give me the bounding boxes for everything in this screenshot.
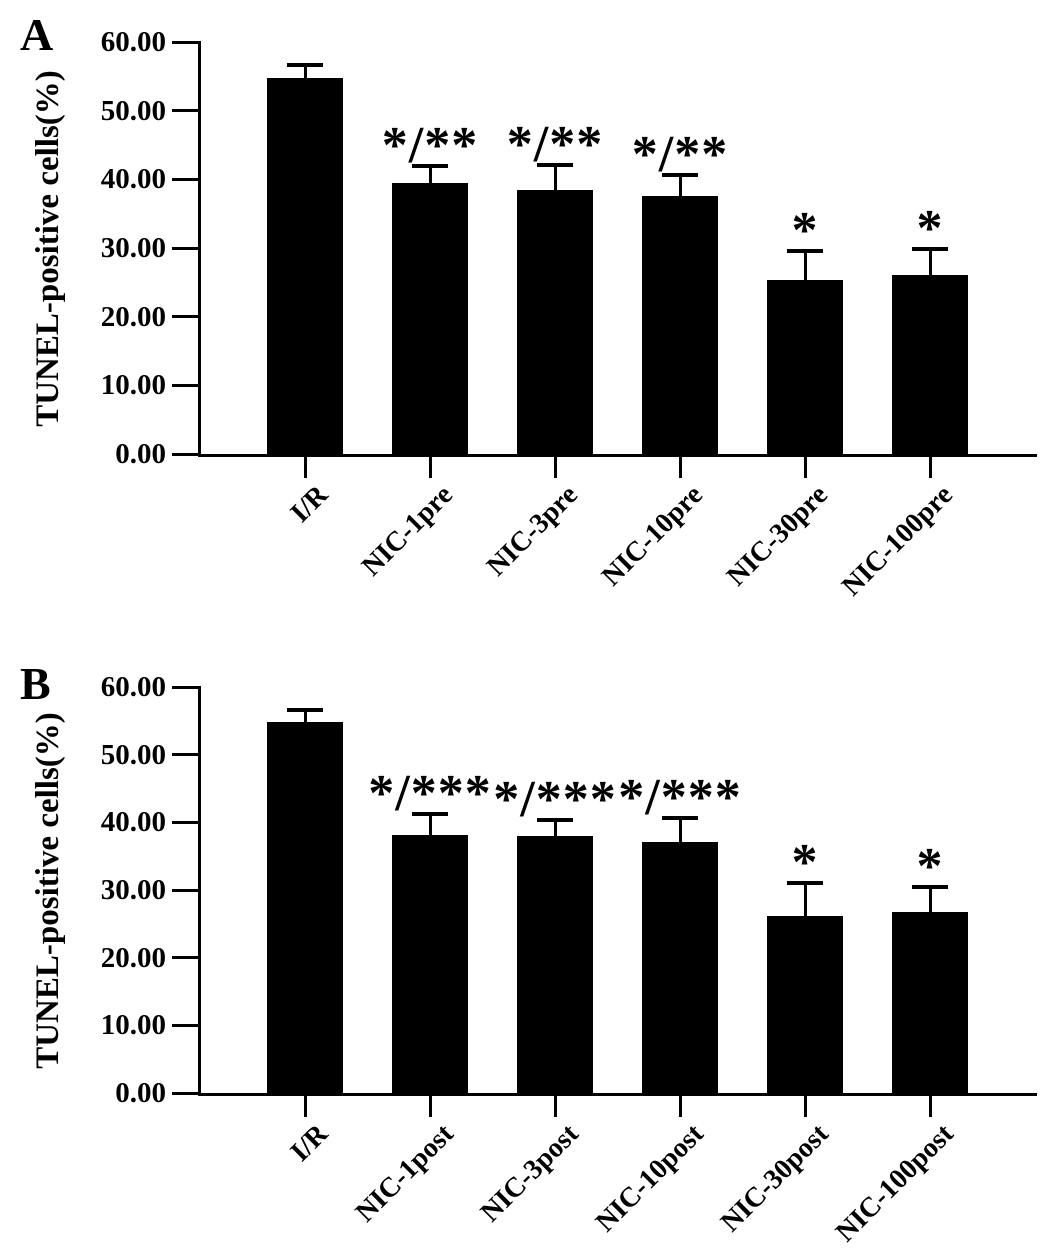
significance-label: * [916, 837, 944, 895]
significance-label: */** [631, 126, 729, 184]
category-label: NIC-30pre [721, 479, 835, 593]
significance-label: */** [381, 117, 479, 175]
panel-b-plot-area [0, 625, 1048, 1249]
x-tick [804, 1096, 807, 1117]
category-label: NIC-3pre [481, 479, 585, 583]
bar [767, 280, 843, 454]
category-label: I/R [284, 479, 335, 529]
bar [392, 835, 468, 1093]
bar [767, 916, 843, 1093]
category-label: NIC-3post [474, 1118, 585, 1229]
x-tick [429, 1096, 432, 1117]
significance-label: */*** [368, 765, 492, 823]
category-label: NIC-30post [714, 1118, 835, 1239]
y-tick-label: 50.00 [100, 94, 166, 127]
significance-label: * [791, 833, 819, 891]
bar [892, 275, 968, 454]
x-tick [429, 457, 432, 478]
y-tick [172, 889, 201, 892]
x-axis-line [198, 1093, 1037, 1096]
y-axis-line [198, 42, 201, 457]
y-tick-label: 60.00 [100, 26, 166, 58]
y-tick [172, 686, 201, 689]
panel-b-letter: B [20, 658, 51, 709]
y-tick [172, 247, 201, 250]
y-tick [172, 821, 201, 824]
y-tick-label: 30.00 [100, 874, 166, 906]
category-label: NIC-10pre [596, 479, 710, 593]
y-tick-label: 50.00 [100, 738, 166, 771]
bar [392, 183, 468, 454]
x-tick [929, 457, 932, 478]
category-label: NIC-1pre [356, 479, 460, 583]
panel-a-y-axis-label: TUNEL-positive cells(%) [29, 69, 66, 427]
x-tick [679, 1096, 682, 1117]
y-tick [172, 453, 201, 456]
y-axis-line [198, 687, 201, 1096]
y-tick-label: 10.00 [100, 369, 166, 402]
significance-label: * [791, 202, 819, 260]
y-tick-label: 20.00 [100, 300, 166, 333]
y-tick-label: 0.00 [115, 438, 166, 470]
y-tick [172, 178, 201, 181]
y-tick [172, 315, 201, 318]
category-label: NIC-1post [349, 1118, 460, 1229]
error-bar-cap [287, 63, 323, 67]
x-axis-line [198, 454, 1037, 457]
bar [517, 836, 593, 1093]
y-tick-label: 10.00 [100, 1009, 166, 1042]
error-bar-cap [287, 708, 323, 712]
significance-label: */** [506, 115, 604, 173]
significance-label: */*** [493, 771, 617, 829]
y-tick [172, 1092, 201, 1095]
x-tick [304, 1096, 307, 1117]
bar [892, 912, 968, 1093]
y-tick-label: 0.00 [115, 1077, 166, 1109]
x-tick [304, 457, 307, 478]
y-tick-label: 60.00 [100, 671, 166, 703]
y-tick [172, 384, 201, 387]
x-tick [929, 1096, 932, 1117]
x-tick [804, 457, 807, 478]
y-tick [172, 753, 201, 756]
y-tick [172, 1024, 201, 1027]
y-tick-label: 20.00 [100, 941, 166, 974]
significance-label: * [916, 200, 944, 258]
x-tick [554, 1096, 557, 1117]
category-label: NIC-100post [829, 1118, 960, 1249]
y-tick-label: 40.00 [100, 806, 166, 839]
panel-a-letter: A [20, 9, 54, 60]
significance-label: */*** [618, 769, 742, 827]
category-label: NIC-100pre [836, 479, 960, 603]
x-tick [554, 457, 557, 478]
y-tick-label: 30.00 [100, 232, 166, 264]
y-tick-label: 40.00 [100, 163, 166, 196]
y-tick [172, 956, 201, 959]
category-label: I/R [284, 1118, 335, 1168]
y-tick [172, 109, 201, 112]
bar [517, 190, 593, 454]
x-tick [679, 457, 682, 478]
panel-b [0, 625, 1048, 1249]
panel-b-y-axis-label: TUNEL-positive cells(%) [29, 711, 66, 1069]
y-tick [172, 41, 201, 44]
category-label: NIC-10post [589, 1118, 710, 1239]
